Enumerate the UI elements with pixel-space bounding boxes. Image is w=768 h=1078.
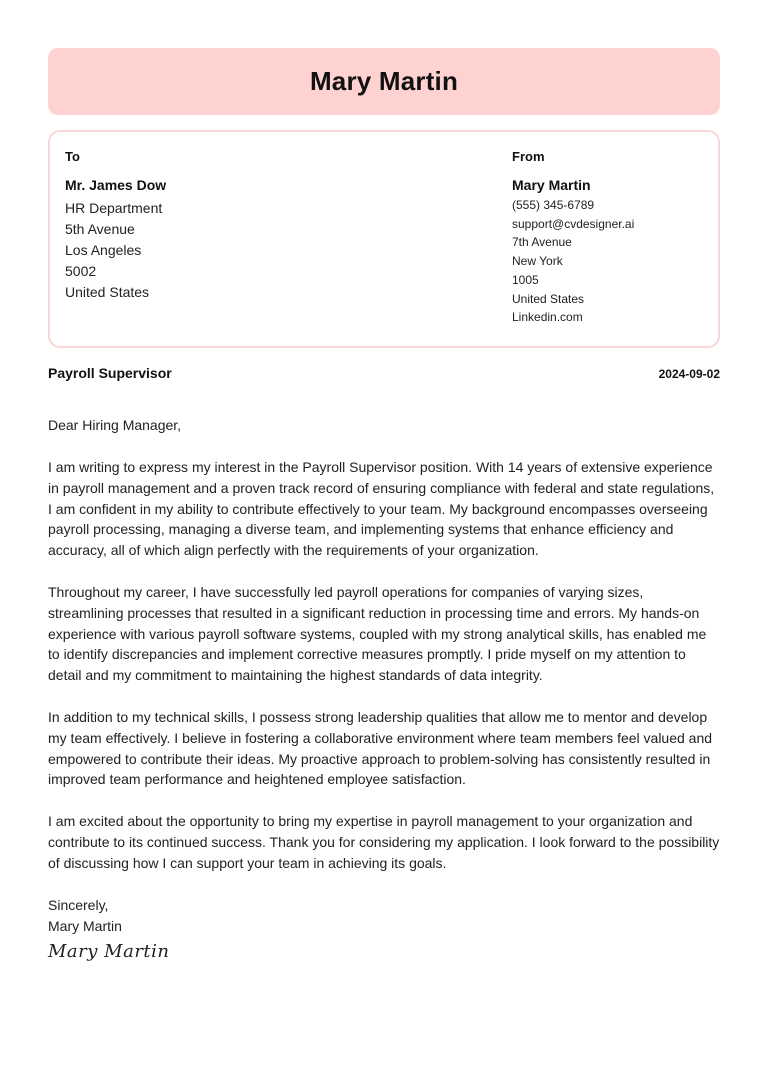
body-paragraph: In addition to my technical skills, I possess strong leadership qualities that allow me to mentor and develop my team effectively. I believe in fostering a collaborative environment where team members feel valued and empowered to contribute their ideas. My proactive approach to problem-solving has consistently resulted in improved team performance and heightened employee satisfaction. — [48, 708, 713, 788]
sender-country: United States — [512, 291, 585, 306]
sender-linkedin: Linkedin.com — [512, 310, 583, 325]
address-box — [48, 130, 720, 348]
sender-email: support@cvdesigner.ai — [512, 216, 635, 231]
recipient-line: HR Department — [65, 200, 163, 216]
recipient-heading: To — [65, 149, 80, 164]
cover-letter-page — [48, 48, 720, 962]
sender-street: 7th Avenue — [512, 235, 572, 250]
applicant-name: Mary Martin — [309, 66, 459, 96]
header-banner — [48, 48, 720, 115]
closing-phrase: Sincerely, — [48, 896, 109, 913]
body-paragraph: Throughout my career, I have successfully led payroll operations for companies of varying sizes, streamlining processes that resulted in a significant reduction in processing time and errors. My hands-on experience with various payroll software systems, coupled with my strong analytical skills, has enabled me to identify discrepancies and implement corrective measures promptly. I pride myself on my attention to detail and my commitment to maintaining the highest standards of data integrity. — [48, 583, 707, 684]
recipient-name: Mr. James Dow — [65, 177, 167, 193]
salutation: Dear Hiring Manager, — [48, 417, 182, 433]
recipient-line: United States — [65, 284, 150, 300]
recipient-line: Los Angeles — [65, 242, 142, 258]
body-paragraph: I am writing to express my interest in the Payroll Supervisor position. With 14 years of extensive experience in payroll management and a proven track record of ensuring compliance with federal and state regulations, I am confident in my ability to contribute effectively to your team. My background encompasses overseeing payroll processing, managing a diverse team, and implementing systems that enhance efficiency and accuracy, all of which align perfectly with the requirements of your organization. — [48, 459, 715, 559]
recipient-line: 5002 — [65, 263, 97, 279]
job-title: Payroll Supervisor — [48, 365, 172, 381]
closing-block — [48, 895, 720, 937]
handwritten-signature: Mary Martin — [48, 940, 170, 962]
recipient-line: 5th Avenue — [65, 221, 135, 237]
closing-name: Mary Martin — [48, 917, 122, 934]
letter-meta-row — [48, 365, 720, 381]
sender-phone: (555) 345-6789 — [512, 198, 595, 212]
letter-date: 2024-09-02 — [658, 367, 720, 381]
sender-heading: From — [512, 149, 545, 164]
sender-name: Mary Martin — [512, 177, 591, 193]
body-paragraph: I am excited about the opportunity to bring my expertise in payroll management to your organization and contribute to its continued success. Thank you for considering my application. I look forward to the possibility of discussing how I can support your team in achieving its goals. — [48, 813, 720, 871]
sender-city: New York — [512, 254, 563, 269]
recipient-block — [65, 149, 365, 303]
sender-postal-code: 1005 — [512, 272, 539, 287]
sender-block — [512, 149, 712, 327]
